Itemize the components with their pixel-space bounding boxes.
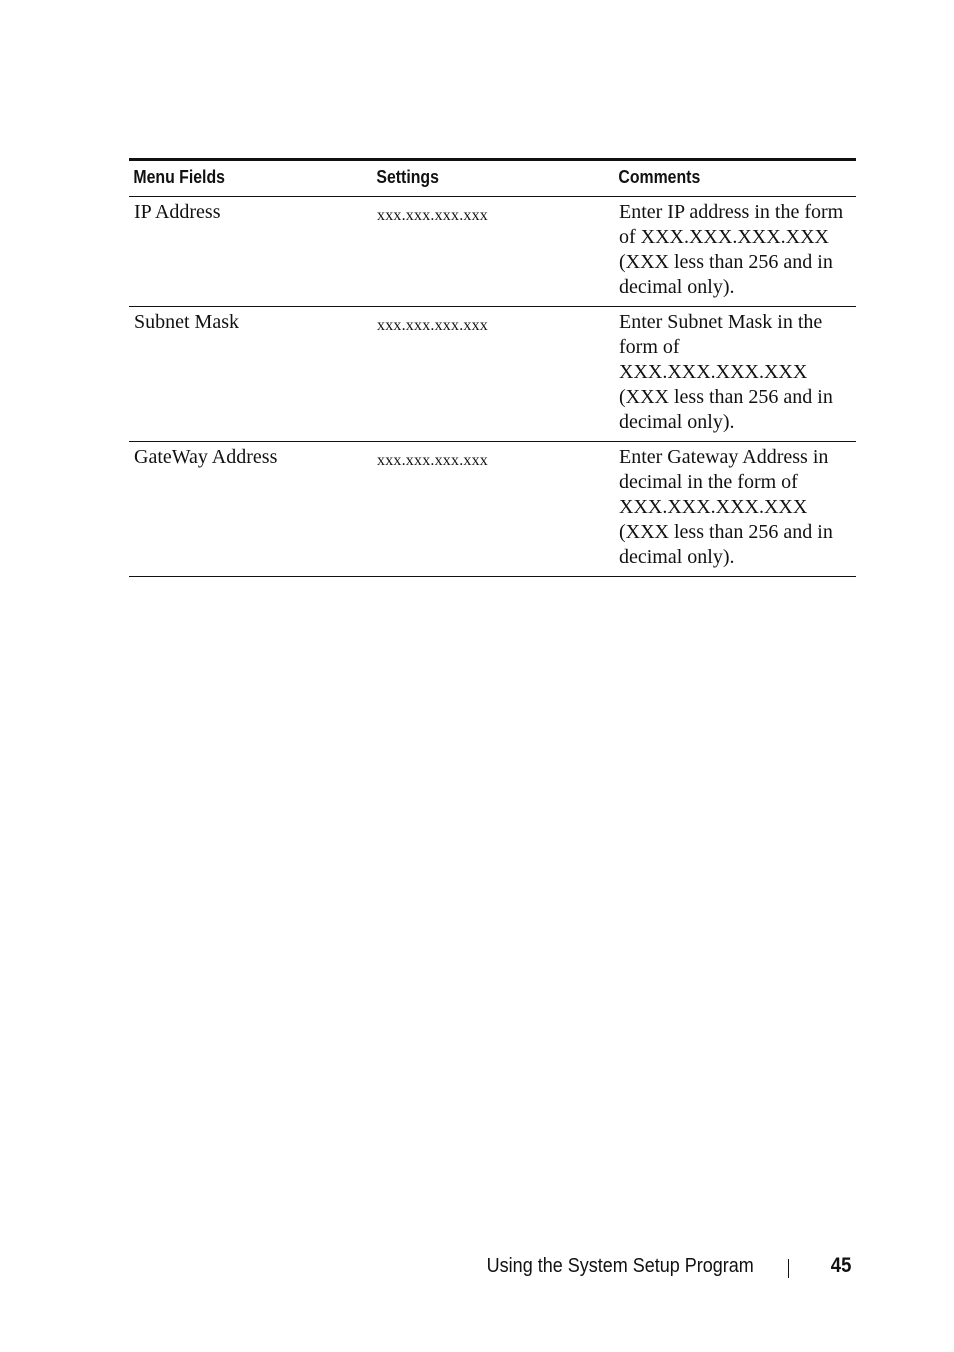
column-header-comments: Comments [618,167,701,187]
column-header-settings: Settings [376,167,439,187]
table-header-row [129,160,856,197]
setting-cell: xxx.xxx.xxx.xxx [377,452,488,469]
page-footer [0,1253,954,1283]
table-row [129,307,856,442]
menu-field-cell: GateWay Address [134,446,278,468]
table-header [129,160,856,197]
column-header-menu-fields: Menu Fields [133,167,225,187]
settings-table [129,158,856,577]
page-number: 45 [830,1254,851,1277]
table-row [129,442,856,577]
footer-section-title: Using the System Setup Program [486,1255,754,1277]
comment-cell: Enter IP address in the form of XXX.XXX.XXX.XXX (XXX less than 256 and in decimal only). [619,201,844,298]
setting-cell: xxx.xxx.xxx.xxx [377,207,488,224]
table-body [129,197,856,577]
menu-field-cell: IP Address [134,201,221,223]
footer-separator [788,1259,789,1278]
comment-cell: Enter Gateway Address in decimal in the form of XXX.XXX.XXX.XXX (XXX less than 256 and in decimal only). [619,446,833,568]
setting-cell: xxx.xxx.xxx.xxx [377,317,488,334]
table-row [129,197,856,307]
menu-field-cell: Subnet Mask [134,311,239,333]
comment-cell: Enter Subnet Mask in the form of XXX.XXX.XXX.XXX (XXX less than 256 and in decimal only). [619,311,833,433]
